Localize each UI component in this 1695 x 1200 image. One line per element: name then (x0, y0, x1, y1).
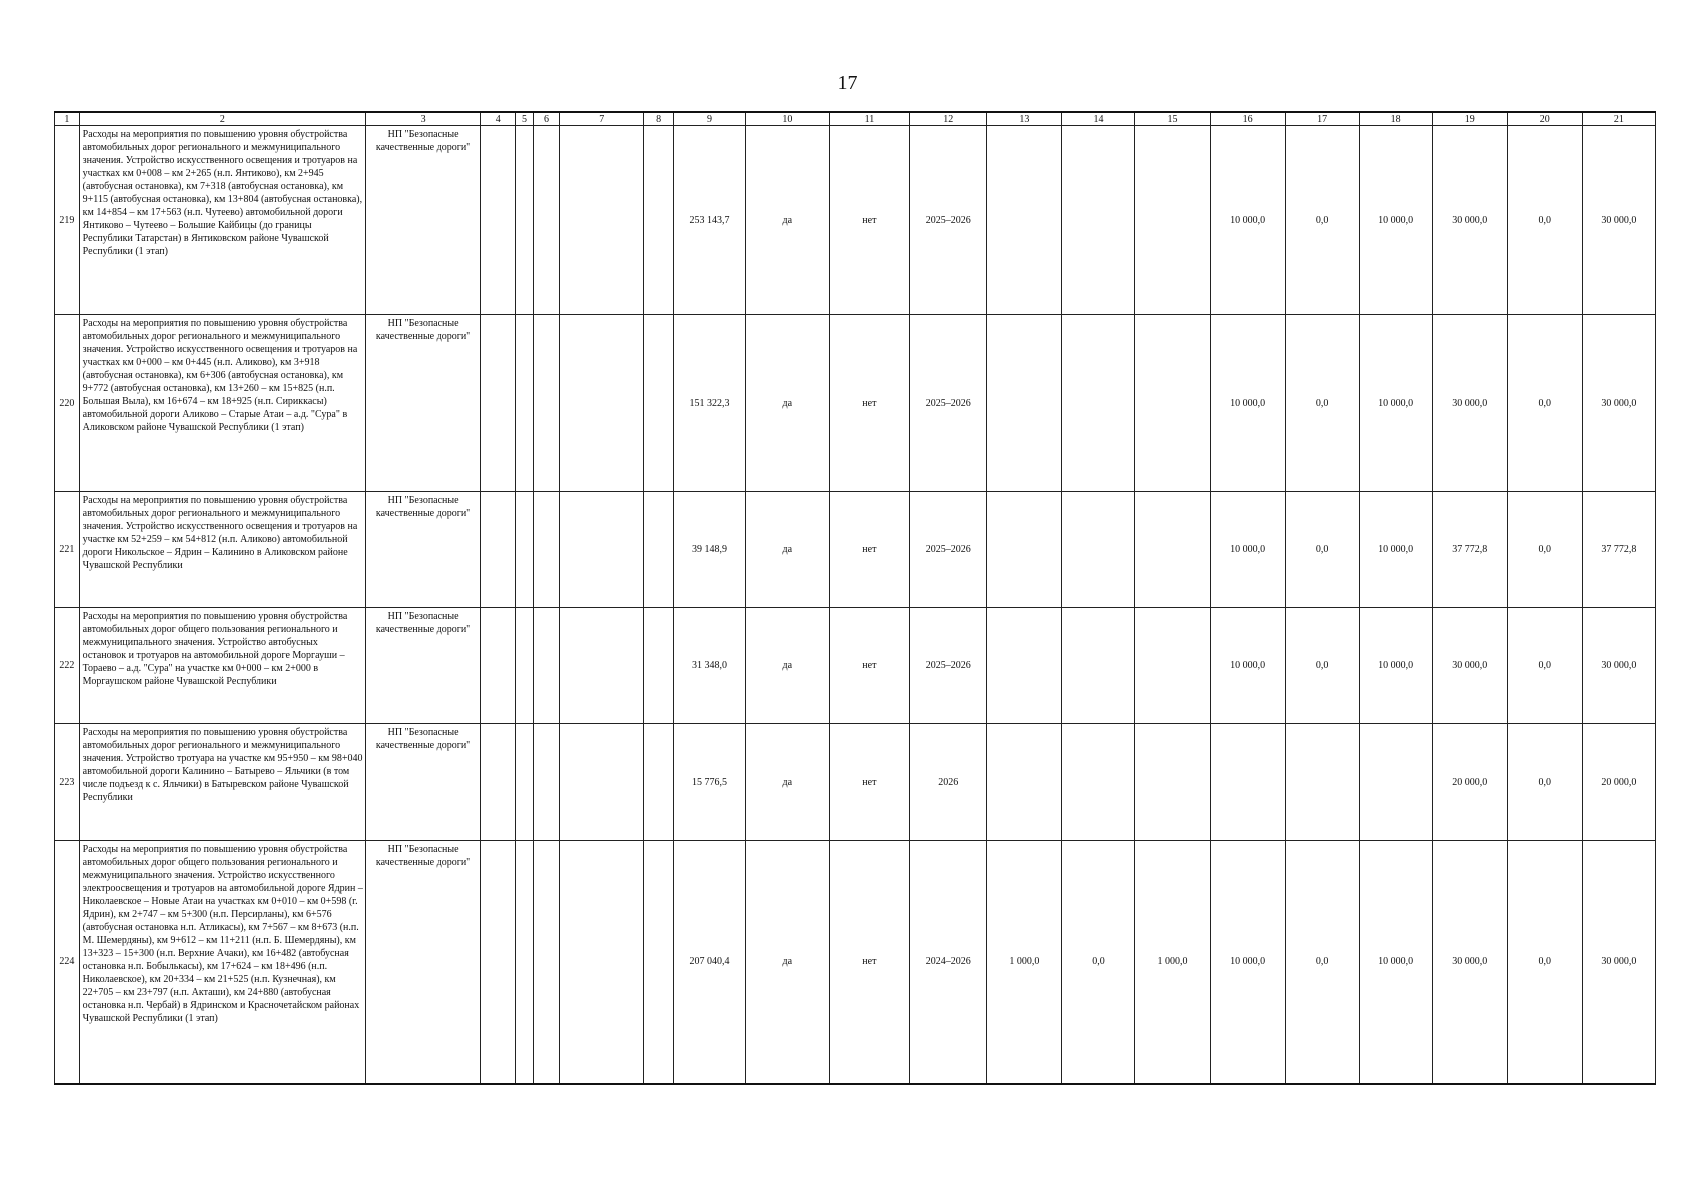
table-row (55, 126, 1656, 315)
cell-col17: 0,0 (1285, 841, 1359, 1084)
cell-col19: 30 000,0 (1432, 126, 1507, 315)
empty-cell (533, 492, 560, 608)
cell-col18: 10 000,0 (1359, 126, 1432, 315)
program-table (54, 111, 1656, 1085)
cell-col9: 253 143,7 (674, 126, 746, 315)
empty-cell (644, 724, 674, 841)
empty-cell (533, 724, 560, 841)
empty-cell (560, 315, 644, 492)
empty-cell (516, 126, 533, 315)
cell-col15 (1135, 724, 1210, 841)
cell-col10: да (745, 841, 829, 1084)
row-project: НП "Безопасные качественные дороги" (366, 724, 481, 841)
column-header: 4 (480, 112, 515, 126)
cell-col14 (1062, 315, 1135, 492)
column-header: 14 (1062, 112, 1135, 126)
cell-col13: 1 000,0 (987, 841, 1062, 1084)
row-description: Расходы на мероприятия по повышению уровня обустройства автомобильных дорог общего пользования регионального и межмуниципального значения. Устройство автобусных остановок и тротуаров на автомобильной дороге Моргауши – Тораево – а.д. "Сура" на участке км 0+000 – км 2+000 в Моргаушском районе Чувашской Республики (79, 608, 366, 724)
cell-col10: да (745, 608, 829, 724)
cell-col14 (1062, 126, 1135, 315)
cell-col18: 10 000,0 (1359, 841, 1432, 1084)
cell-col16: 10 000,0 (1210, 492, 1285, 608)
column-header: 9 (674, 112, 746, 126)
cell-col21: 20 000,0 (1582, 724, 1655, 841)
empty-cell (516, 608, 533, 724)
cell-col21: 37 772,8 (1582, 492, 1655, 608)
cell-col21: 30 000,0 (1582, 315, 1655, 492)
cell-col12: 2025–2026 (910, 492, 987, 608)
cell-col21: 30 000,0 (1582, 841, 1655, 1084)
row-number: 220 (55, 315, 80, 492)
empty-cell (516, 315, 533, 492)
cell-col13 (987, 126, 1062, 315)
cell-col15 (1135, 608, 1210, 724)
empty-cell (533, 126, 560, 315)
empty-cell (516, 492, 533, 608)
cell-col13 (987, 724, 1062, 841)
cell-col14: 0,0 (1062, 841, 1135, 1084)
cell-col10: да (745, 492, 829, 608)
empty-cell (560, 126, 644, 315)
column-header: 17 (1285, 112, 1359, 126)
row-project: НП "Безопасные качественные дороги" (366, 315, 481, 492)
cell-col18: 10 000,0 (1359, 608, 1432, 724)
column-header: 20 (1507, 112, 1582, 126)
row-number: 221 (55, 492, 80, 608)
cell-col9: 151 322,3 (674, 315, 746, 492)
row-description: Расходы на мероприятия по повышению уровня обустройства автомобильных дорог регионального и межмуниципального значения. Устройство тротуара на участке км 95+950 – км 98+040 автомобильной дороги Калинино – Батырево – Яльчики (в том числе подъезд к с. Яльчики) в Батыревском районе Чувашской Республики (79, 724, 366, 841)
cell-col15 (1135, 315, 1210, 492)
empty-cell (560, 724, 644, 841)
cell-col14 (1062, 608, 1135, 724)
cell-col18 (1359, 724, 1432, 841)
empty-cell (480, 492, 515, 608)
cell-col19: 20 000,0 (1432, 724, 1507, 841)
cell-col9: 31 348,0 (674, 608, 746, 724)
cell-col17: 0,0 (1285, 126, 1359, 315)
empty-cell (480, 841, 515, 1084)
row-number: 219 (55, 126, 80, 315)
table-row (55, 608, 1656, 724)
empty-cell (533, 315, 560, 492)
cell-col20: 0,0 (1507, 724, 1582, 841)
empty-cell (516, 841, 533, 1084)
empty-cell (480, 724, 515, 841)
cell-col9: 39 148,9 (674, 492, 746, 608)
table-row (55, 315, 1656, 492)
cell-col21: 30 000,0 (1582, 126, 1655, 315)
cell-col19: 37 772,8 (1432, 492, 1507, 608)
cell-col19: 30 000,0 (1432, 841, 1507, 1084)
cell-col20: 0,0 (1507, 841, 1582, 1084)
cell-col19: 30 000,0 (1432, 608, 1507, 724)
cell-col15: 1 000,0 (1135, 841, 1210, 1084)
cell-col17: 0,0 (1285, 608, 1359, 724)
column-header: 15 (1135, 112, 1210, 126)
cell-col12: 2024–2026 (910, 841, 987, 1084)
cell-col16: 10 000,0 (1210, 841, 1285, 1084)
cell-col16: 10 000,0 (1210, 126, 1285, 315)
cell-col13 (987, 315, 1062, 492)
column-header: 8 (644, 112, 674, 126)
column-header: 13 (987, 112, 1062, 126)
cell-col11: нет (829, 492, 909, 608)
column-header: 5 (516, 112, 533, 126)
column-header: 2 (79, 112, 366, 126)
cell-col11: нет (829, 126, 909, 315)
cell-col9: 15 776,5 (674, 724, 746, 841)
empty-cell (480, 608, 515, 724)
cell-col16: 10 000,0 (1210, 315, 1285, 492)
empty-cell (480, 126, 515, 315)
table-row (55, 724, 1656, 841)
cell-col19: 30 000,0 (1432, 315, 1507, 492)
column-header: 19 (1432, 112, 1507, 126)
column-header: 7 (560, 112, 644, 126)
cell-col20: 0,0 (1507, 492, 1582, 608)
empty-cell (516, 724, 533, 841)
empty-cell (480, 315, 515, 492)
empty-cell (644, 315, 674, 492)
column-number-row (55, 112, 1656, 126)
cell-col13 (987, 608, 1062, 724)
page-number: 17 (837, 72, 858, 94)
row-project: НП "Безопасные качественные дороги" (366, 841, 481, 1084)
cell-col13 (987, 492, 1062, 608)
cell-col15 (1135, 492, 1210, 608)
row-description: Расходы на мероприятия по повышению уровня обустройства автомобильных дорог регионального и межмуниципального значения. Устройство искусственного освещения и тротуаров на участке км 52+259 – км 54+812 (н.п. Аликово) автомобильной дороги Никольское – Ядрин – Калинино в Аликовском районе Чувашской Республики (79, 492, 366, 608)
cell-col20: 0,0 (1507, 608, 1582, 724)
row-number: 224 (55, 841, 80, 1084)
empty-cell (533, 608, 560, 724)
row-description: Расходы на мероприятия по повышению уровня обустройства автомобильных дорог регионального и межмуниципального значения. Устройство искусственного освещения и тротуаров на участках км 0+000 – км 0+445 (н.п. Аликово), км 3+918 (автобусная остановка), км 6+306 (автобусная остановка), км 9+772 (автобусная остановка), км 13+260 – км 15+825 (н.п. Большая Выла), км 16+674 – км 18+925 (н.п. Сириккасы) автомобильной дороги Аликово – Старые Атаи – а.д. "Сура" в Аликовском районе Чувашской Республики (1 этап) (79, 315, 366, 492)
cell-col11: нет (829, 315, 909, 492)
cell-col16: 10 000,0 (1210, 608, 1285, 724)
cell-col20: 0,0 (1507, 315, 1582, 492)
column-header: 12 (910, 112, 987, 126)
column-header: 11 (829, 112, 909, 126)
empty-cell (560, 841, 644, 1084)
column-header: 1 (55, 112, 80, 126)
cell-col17: 0,0 (1285, 492, 1359, 608)
cell-col12: 2025–2026 (910, 126, 987, 315)
cell-col10: да (745, 315, 829, 492)
row-number: 222 (55, 608, 80, 724)
column-header: 18 (1359, 112, 1432, 126)
column-header: 21 (1582, 112, 1655, 126)
empty-cell (644, 608, 674, 724)
empty-cell (644, 126, 674, 315)
cell-col18: 10 000,0 (1359, 315, 1432, 492)
row-project: НП "Безопасные качественные дороги" (366, 492, 481, 608)
row-project: НП "Безопасные качественные дороги" (366, 608, 481, 724)
column-header: 16 (1210, 112, 1285, 126)
cell-col21: 30 000,0 (1582, 608, 1655, 724)
empty-cell (644, 841, 674, 1084)
table-row (55, 492, 1656, 608)
cell-col17: 0,0 (1285, 315, 1359, 492)
cell-col10: да (745, 724, 829, 841)
cell-col14 (1062, 724, 1135, 841)
table-row (55, 841, 1656, 1084)
column-header: 10 (745, 112, 829, 126)
empty-cell (533, 841, 560, 1084)
cell-col11: нет (829, 841, 909, 1084)
cell-col11: нет (829, 608, 909, 724)
cell-col16 (1210, 724, 1285, 841)
cell-col12: 2026 (910, 724, 987, 841)
cell-col20: 0,0 (1507, 126, 1582, 315)
cell-col10: да (745, 126, 829, 315)
cell-col12: 2025–2026 (910, 608, 987, 724)
cell-col9: 207 040,4 (674, 841, 746, 1084)
row-description: Расходы на мероприятия по повышению уровня обустройства автомобильных дорог регионального и межмуниципального значения. Устройство искусственного освещения и тротуаров на участках км 0+008 – км 2+265 (н.п. Янтиково), км 2+945 (автобусная остановка), км 7+318 (автобусная остановка), км 9+115 (автобусная остановка), км 13+804 (автобусная остановка), км 14+854 – км 17+563 (н.п. Чутеево) автомобильной дороги Янтиково – Чутеево – Большие Кайбицы (до границы Республики Татарстан) в Янтиковском районе Чувашской Республики (1 этап) (79, 126, 366, 315)
column-header: 6 (533, 112, 560, 126)
cell-col12: 2025–2026 (910, 315, 987, 492)
row-description: Расходы на мероприятия по повышению уровня обустройства автомобильных дорог общего пользования регионального и межмуниципального значения. Устройство искусственного электроосвещения и тротуаров на автомобильной дороге Ядрин – Николаевское – Новые Атаи на участках км 0+010 – км 0+598 (г. Ядрин), км 2+747 – км 5+300 (н.п. Персирланы), км 6+576 (автобусная остановка н.п. Атликасы), км 7+567 – км 8+673 (н.п. М. Шемердяны), км 9+612 – км 11+211 (н.п. Б. Шемердяны), км 13+323 – 15+300 (н.п. Верхние Ачаки), км 16+482 (автобусная остановка н.п. Бобылькасы), км 17+624 – км 18+496 (н.п. Николаевское), км 20+334 – км 21+525 (н.п. Кузнечная), км 22+705 – км 23+797 (н.п. Акташи), км 24+880 (автобусная остановка н.п. Чербай) в Ядринском и Красночетайском районах Чувашской Республики (1 этап) (79, 841, 366, 1084)
row-number: 223 (55, 724, 80, 841)
cell-col11: нет (829, 724, 909, 841)
cell-col15 (1135, 126, 1210, 315)
cell-col17 (1285, 724, 1359, 841)
column-header: 3 (366, 112, 481, 126)
row-project: НП "Безопасные качественные дороги" (366, 126, 481, 315)
cell-col18: 10 000,0 (1359, 492, 1432, 608)
empty-cell (644, 492, 674, 608)
empty-cell (560, 492, 644, 608)
cell-col14 (1062, 492, 1135, 608)
empty-cell (560, 608, 644, 724)
